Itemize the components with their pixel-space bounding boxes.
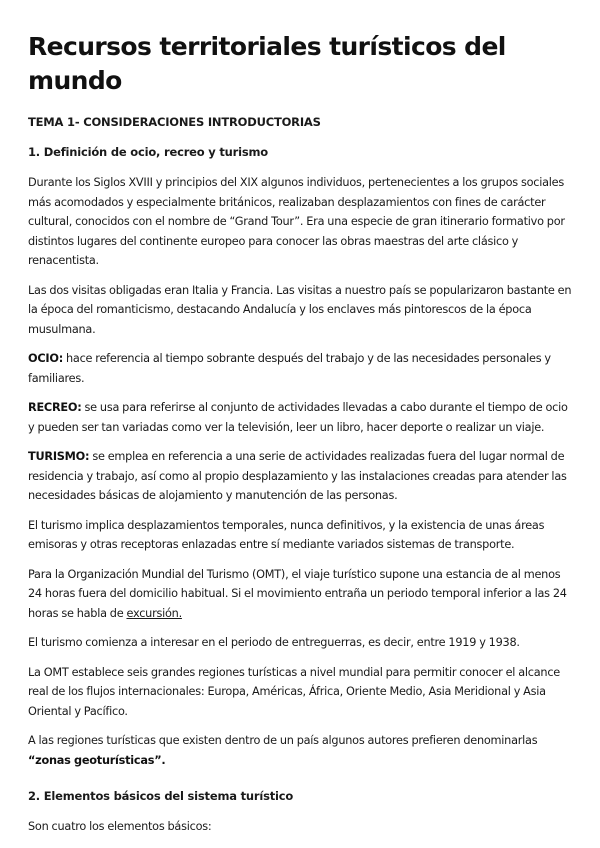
- definition-turismo-text: se emplea en referencia a una serie de actividades realizadas fuera del lugar normal de residencia y trabajo, así como al propio desplazamiento y las instalaciones creadas para atender las necesidades básicas de alojamiento y manutención de las personas.: [28, 450, 567, 502]
- paragraph-visitas: Las dos visitas obligadas eran Italia y Francia. Las visitas a nuestro país se popularizaron bastante en la época del romanticismo, destacando Andalucía y los enclaves más pintorescos de la época musulmana.: [28, 283, 572, 336]
- definition-ocio-text: hace referencia al tiempo sobrante después del trabajo y de las necesidades personales y familiares.: [28, 352, 551, 385]
- paragraph-entreguerras: El turismo comienza a interesar en el periodo de entreguerras, es decir, entre 1919 y 1938.: [28, 636, 520, 649]
- term-ocio: OCIO:: [28, 352, 63, 365]
- paragraph-omt: [28, 565, 572, 624]
- section-1-heading: 1. Definición de ocio, recreo y turismo: [28, 145, 269, 159]
- paragraph-regiones: La OMT establece seis grandes regiones turísticas a nivel mundial para permitir conocer el alcance real de los flujos internacionales: Europa, Américas, África, Oriente Medio, Asia Meridional y Asia Oriental y Pacífico.: [28, 665, 560, 718]
- definition-recreo: [28, 398, 572, 437]
- paragraph-grand-tour: Durante los Siglos XVIII y principios del XIX algunos individuos, pertenecientes a los grupos sociales más acomodados y especialmente británicos, realizaban desplazamientos con fines de carácter cultural, conocidos con el nombre de “Grand Tour”. Era una especie de gran itinerario formativo por distintos lugares del continente europeo para conocer las obras maestras del arte clásico y renacentista.: [28, 176, 565, 267]
- definition-recreo-text: se usa para referirse al conjunto de actividades llevadas a cabo durante el tiempo de ocio y pueden ser tan variadas como ver la televisión, leer un libro, hacer deporte o realizar un viaje.: [28, 401, 568, 434]
- section-2-heading: 2. Elementos básicos del sistema turístico: [28, 789, 294, 803]
- paragraph-elementos: Son cuatro los elementos básicos:: [28, 820, 212, 833]
- definition-turismo: [28, 447, 572, 506]
- paragraph-omt-text: Para la Organización Mundial del Turismo (OMT), el viaje turístico supone una estancia de al menos 24 horas fuera del domicilio habitual. Si el movimiento entraña un periodo temporal inferior a las 24 horas se habla de: [28, 567, 567, 620]
- term-turismo: TURISMO:: [28, 450, 90, 463]
- term-zonas-geoturisticas: “zonas geoturísticas”.: [28, 753, 166, 767]
- definition-ocio: [28, 349, 572, 388]
- paragraph-zonas: [28, 731, 572, 770]
- chapter-subtitle: TEMA 1- CONSIDERACIONES INTRODUCTORIAS: [28, 115, 321, 129]
- paragraph-zonas-text: A las regiones turísticas que existen dentro de un país algunos autores prefieren denominarlas: [28, 734, 538, 747]
- paragraph-desplazamientos: El turismo implica desplazamientos temporales, nunca definitivos, y la existencia de unas áreas emisoras y otras receptoras enlazadas entre sí mediante variados sistemas de transporte.: [28, 518, 545, 551]
- page-title: Recursos territoriales turísticos del mundo: [28, 32, 506, 95]
- term-recreo: RECREO:: [28, 401, 82, 414]
- excursion-underlined: excursión.: [126, 606, 182, 620]
